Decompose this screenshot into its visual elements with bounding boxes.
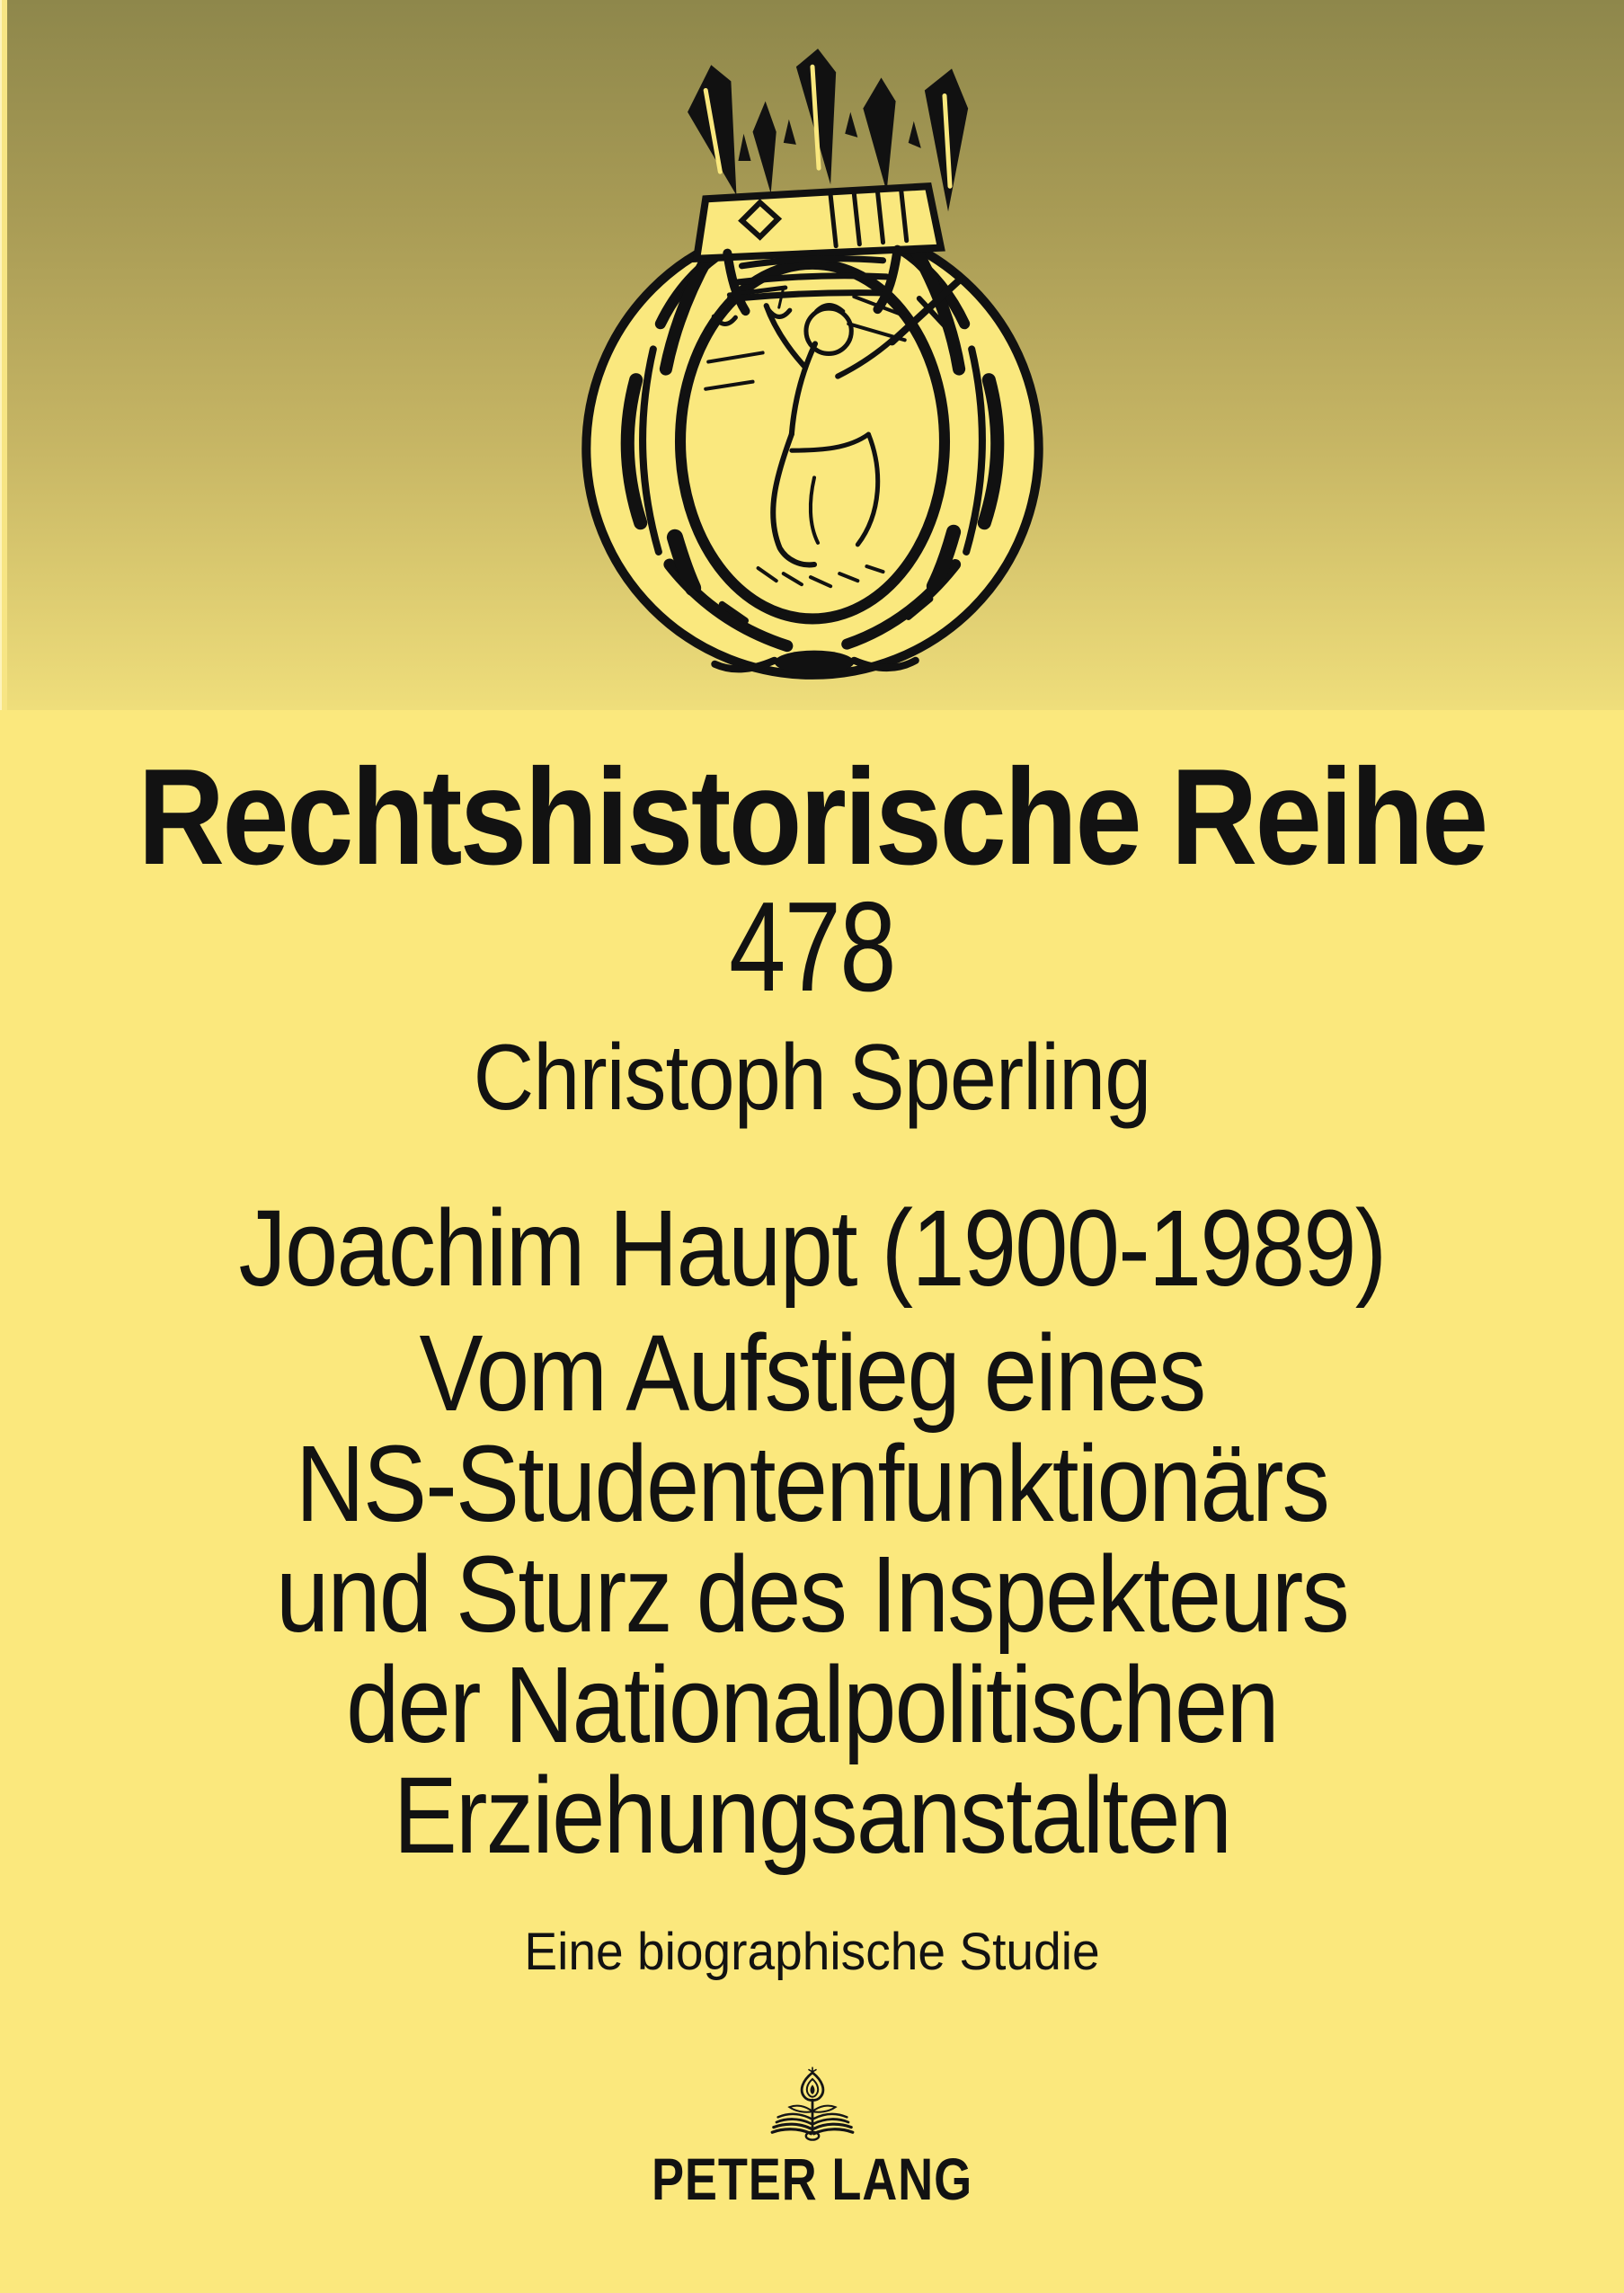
peter-lang-logo-icon [769,2064,856,2145]
title-line: und Sturz des Inspekteurs [275,1533,1349,1655]
book-subtitle: Eine biographische Studie [524,1923,1100,1981]
title-line: NS-Studentenfunktionärs [295,1422,1329,1544]
book-title-lines [97,1311,1526,1876]
book-title: Joachim Haupt (1900-1989) [238,1186,1386,1309]
series-volume: 478 [729,875,895,1018]
title-line: Erziehungsanstalten [393,1754,1231,1876]
series-title: Rechtshistorische Reihe [138,741,1486,893]
title-line: der Nationalpolitischen [346,1643,1278,1765]
author-name: Christoph Sperling [473,1026,1151,1130]
publisher-name: PETER LANG [651,2146,972,2212]
left-edge-strip [0,0,7,710]
justice-orb-emblem-icon [549,25,1075,695]
title-line: Vom Aufstieg eines [419,1311,1205,1434]
